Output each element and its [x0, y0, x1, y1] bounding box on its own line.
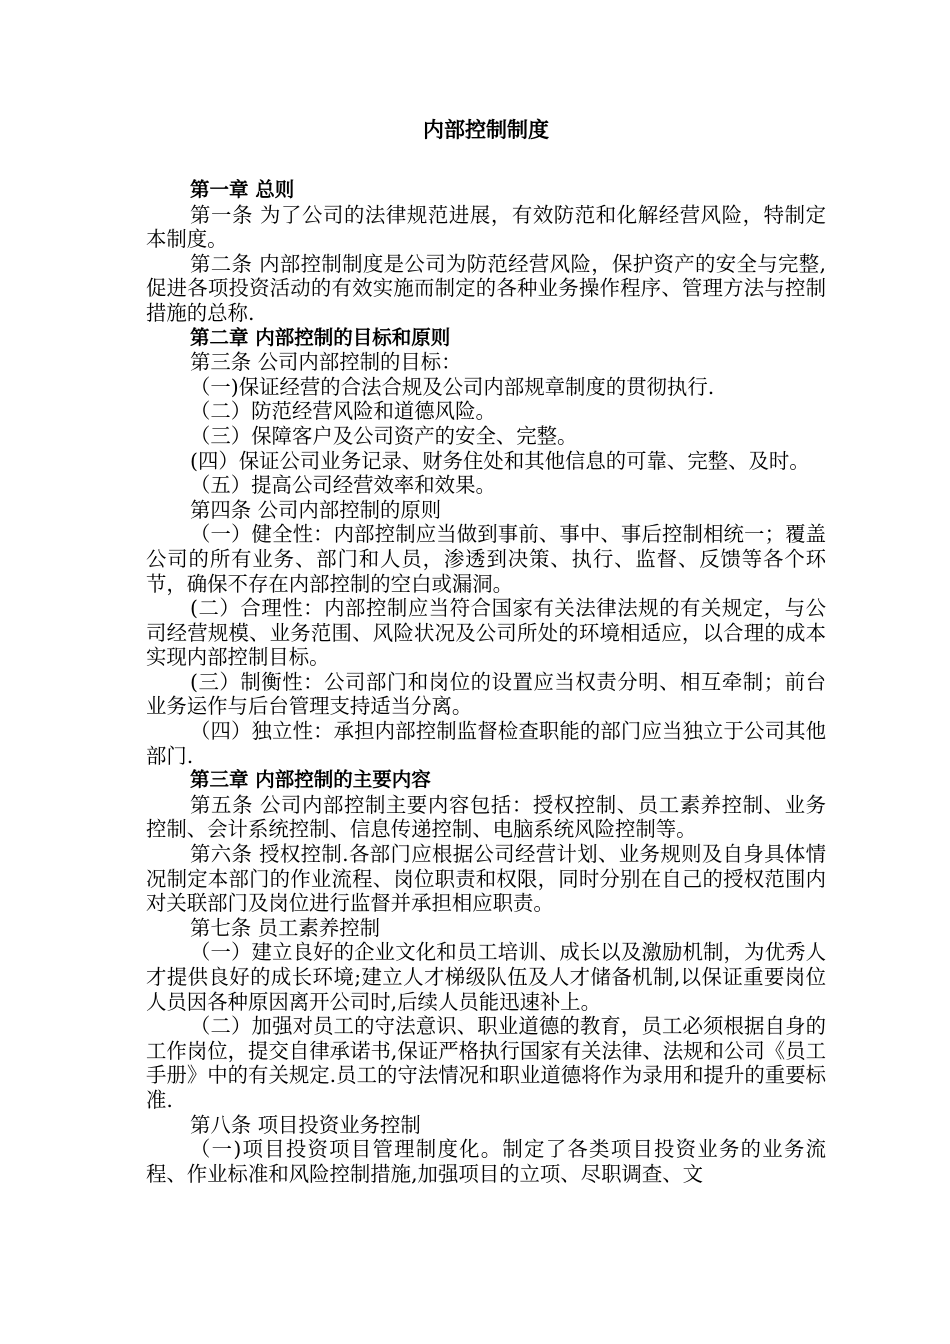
document-page — [146, 118, 826, 1186]
paragraph: （四）独立性：承担内部控制监督检查职能的部门应当独立于公司其他部门. — [146, 719, 826, 768]
paragraph: （三）保障客户及公司资产的安全、完整。 — [190, 423, 578, 448]
paragraph: 第五条 公司内部控制主要内容包括：授权控制、员工素养控制、业务控制、会计系统控制、信息传递控制、电脑系统风险控制等。 — [146, 792, 826, 842]
paragraph: 第二条 内部控制制度是公司为防范经营风险，保护资产的安全与完整,促进各项投资活动的有效实施而制定的各种业务操作程序、管理方法与控制措施的总称. — [146, 251, 826, 325]
paragraph: （二）防范经营风险和道德风险。 — [190, 399, 496, 424]
paragraph: （一）健全性：内部控制应当做到事前、事中、事后控制相统一；覆盖公司的所有业务、部门和人员，渗透到决策、执行、监督、反馈等各个环节，确保不存在内部控制的空白或漏洞。 — [146, 522, 826, 596]
paragraph: （二）加强对员工的守法意识、职业道德的教育，员工必须根据自身的工作岗位，提交自律承诺书,保证严格执行国家有关法律、法规和公司《员工手册》中的有关规定.员工的守法情况和职业道德将作为录用和提升的重要标准. — [146, 1014, 826, 1112]
paragraph: (四）保证公司业务记录、财务住处和其他信息的可靠、完整、及时。 — [190, 448, 810, 473]
paragraph: 第一条 为了公司的法律规范进展，有效防范和化解经营风险，特制定本制度。 — [146, 202, 826, 252]
chapter-heading: 第一章 总则 — [190, 178, 295, 201]
paragraph: （五）提高公司经营效率和效果。 — [190, 473, 496, 498]
paragraph: 第四条 公司内部控制的原则 — [190, 497, 442, 522]
chapter-heading: 第三章 内部控制的主要内容 — [190, 768, 431, 792]
document-title: 内部控制制度 — [423, 118, 549, 142]
paragraph: （一）建立良好的企业文化和员工培训、成长以及激励机制，为优秀人才提供良好的成长环境;建立人才梯级队伍及人才储备机制,以保证重要岗位人员因各种原因离开公司时,后续人员能迅速补上。 — [146, 940, 826, 1014]
paragraph: 第七条 员工素养控制 — [190, 915, 380, 940]
paragraph: （一)保证经营的合法合规及公司内部规章制度的贯彻执行. — [190, 374, 715, 399]
paragraph: 第八条 项目投资业务控制 — [190, 1112, 421, 1137]
paragraph: 第三条 公司内部控制的目标： — [190, 350, 462, 375]
paragraph: (三）制衡性：公司部门和岗位的设置应当权责分明、相互牵制；前台业务运作与后台管理支持适当分离。 — [146, 669, 826, 719]
paragraph: (二）合理性：内部控制应当符合国家有关法律法规的有关规定，与公司经营规模、业务范围、风险状况及公司所处的环境相适应，以合理的成本实现内部控制目标。 — [146, 596, 826, 670]
chapter-heading: 第二章 内部控制的目标和原则 — [190, 325, 451, 349]
paragraph: 第六条 授权控制.各部门应根据公司经营计划、业务规则及自身具体情况制定本部门的作业流程、岗位职责和权限，同时分别在自己的授权范围内对关联部门及岗位进行监督并承担相应职责。 — [146, 842, 826, 916]
paragraph: （一)项目投资项目管理制度化。制定了各类项目投资业务的业务流程、作业标准和风险控制措施,加强项目的立项、尽职调查、文 — [146, 1137, 826, 1186]
